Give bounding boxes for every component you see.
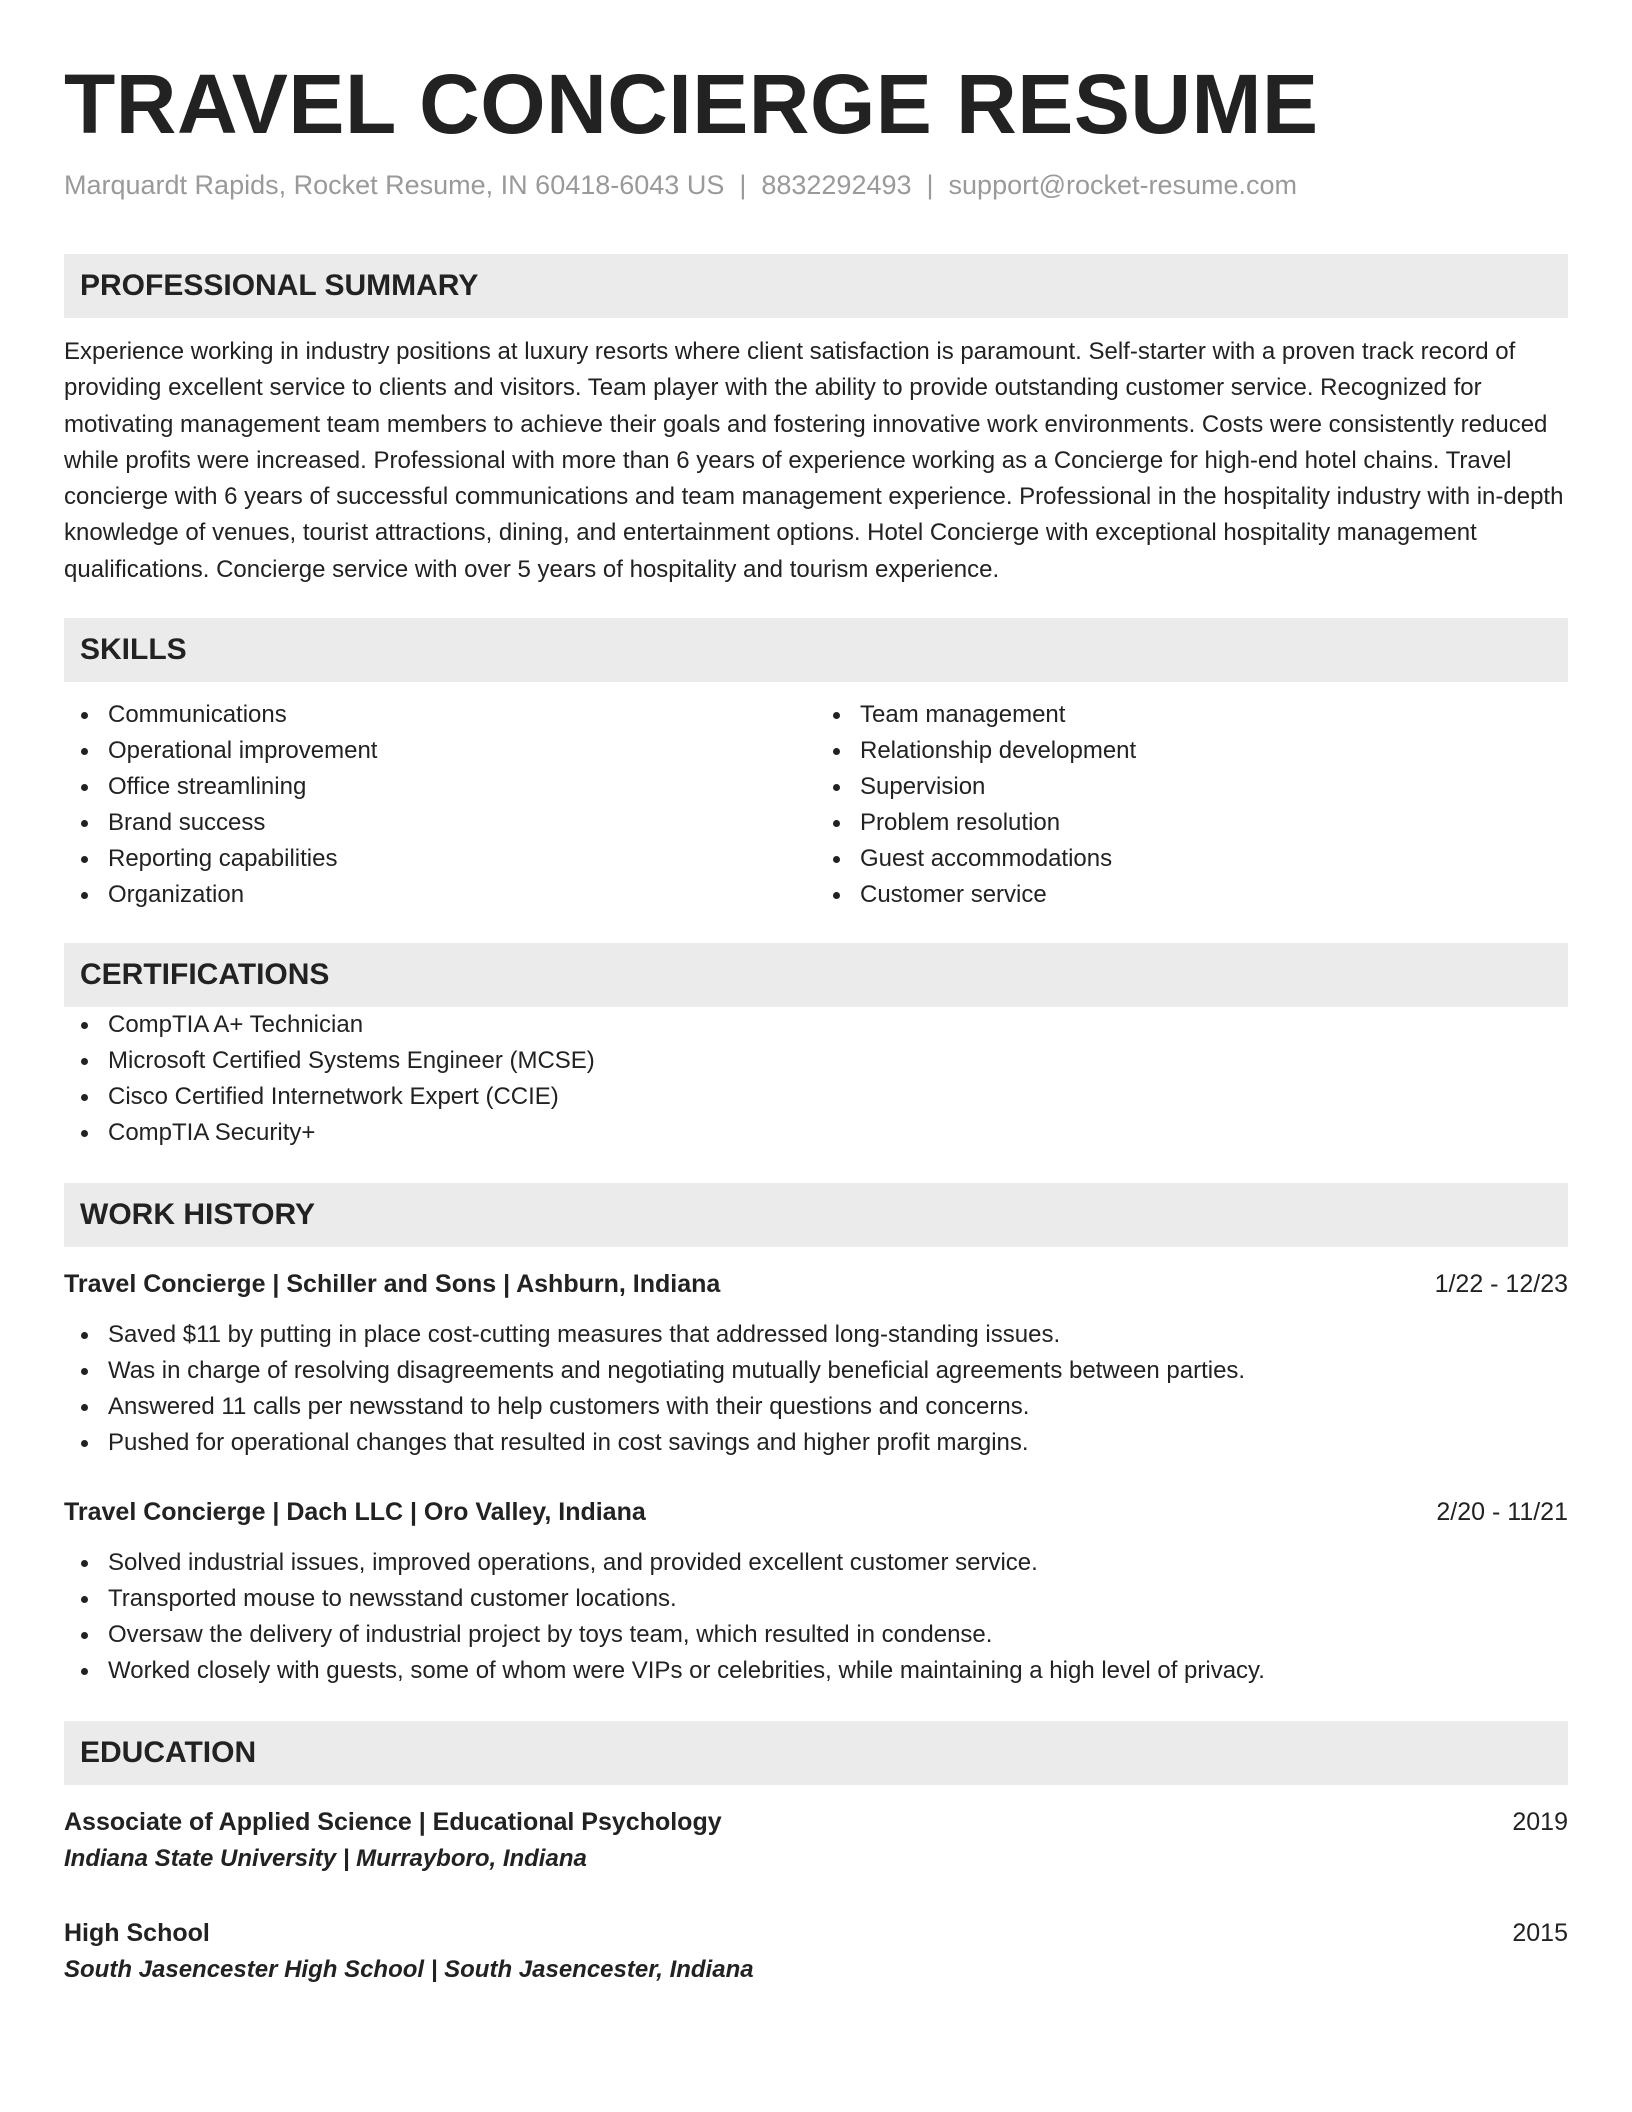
- certification-item: CompTIA A+ Technician: [64, 1007, 1568, 1043]
- education-year: 2019: [1512, 1808, 1568, 1837]
- job-bullet: Answered 11 calls per newsstand to help customers with their questions and concerns.: [64, 1389, 1568, 1425]
- contact-email: support@rocket-resume.com: [948, 170, 1298, 200]
- work-history-heading: WORK HISTORY: [64, 1183, 1568, 1247]
- education-header: [64, 1916, 1568, 1950]
- education-year: 2015: [1512, 1919, 1568, 1948]
- job-header: [64, 1267, 1568, 1301]
- education-school: Indiana State University | Murrayboro, Indiana: [64, 1845, 587, 1873]
- job-bullet: Was in charge of resolving disagreements and negotiating mutually beneficial agreements between parties.: [64, 1353, 1568, 1389]
- education-heading: EDUCATION: [64, 1721, 1568, 1785]
- certifications-list: [64, 1007, 1568, 1151]
- job-dates: 1/22 - 12/23: [1434, 1270, 1568, 1299]
- education-header: [64, 1805, 1568, 1839]
- education-school: South Jasencester High School | South Jasencester, Indiana: [64, 1956, 754, 1984]
- job-dates: 2/20 - 11/21: [1436, 1498, 1568, 1527]
- job-bullets: [64, 1317, 1568, 1461]
- job-header: [64, 1495, 1568, 1529]
- education-degree: High School: [64, 1919, 210, 1948]
- skills-list-left: [64, 697, 816, 913]
- contact-phone: 8832292493: [761, 170, 912, 200]
- contact-separator: |: [926, 170, 934, 200]
- job-bullet: Saved $11 by putting in place cost-cutting measures that addressed long-standing issues.: [64, 1317, 1568, 1353]
- skills-column-left: [64, 697, 816, 913]
- certification-item: Cisco Certified Internetwork Expert (CCIE): [64, 1079, 1568, 1115]
- job-bullet: Oversaw the delivery of industrial project by toys team, which resulted in condense.: [64, 1617, 1568, 1653]
- skill-item: Team management: [816, 697, 1568, 733]
- contact-address: Marquardt Rapids, Rocket Resume, IN 60418-6043 US: [64, 170, 725, 200]
- skills-heading: SKILLS: [64, 618, 1568, 682]
- job-bullet: Pushed for operational changes that resulted in cost savings and higher profit margins.: [64, 1425, 1568, 1461]
- summary-heading: PROFESSIONAL SUMMARY: [64, 254, 1568, 318]
- job-title: Travel Concierge | Dach LLC | Oro Valley, Indiana: [64, 1498, 646, 1527]
- contact-separator: |: [739, 170, 747, 200]
- skills-list-right: [816, 697, 1568, 913]
- education-entry: [64, 1916, 1568, 1987]
- skill-item: Operational improvement: [64, 733, 816, 769]
- skill-item: Organization: [64, 877, 816, 913]
- skill-item: Communications: [64, 697, 816, 733]
- job-bullets: [64, 1545, 1568, 1689]
- skill-item: Office streamlining: [64, 769, 816, 805]
- certification-item: Microsoft Certified Systems Engineer (MCSE): [64, 1043, 1568, 1079]
- certification-item: CompTIA Security+: [64, 1115, 1568, 1151]
- job-entry: [64, 1495, 1568, 1689]
- education-entry: [64, 1805, 1568, 1876]
- skill-item: Customer service: [816, 877, 1568, 913]
- skills-grid: [64, 697, 1568, 913]
- job-bullet: Worked closely with guests, some of whom were VIPs or celebrities, while maintaining a high level of privacy.: [64, 1653, 1568, 1689]
- skill-item: Problem resolution: [816, 805, 1568, 841]
- skill-item: Supervision: [816, 769, 1568, 805]
- skills-column-right: [816, 697, 1568, 913]
- job-bullet: Transported mouse to newsstand customer locations.: [64, 1581, 1568, 1617]
- skill-item: Brand success: [64, 805, 816, 841]
- contact-line: [64, 168, 1568, 202]
- summary-text: Experience working in industry positions at luxury resorts where client satisfaction is paramount. Self-starter with a proven track record of providing excellent service to clients and visitors. Team player with the ability to provide outstanding customer service. Recognized for motivating management team members to achieve their goals and fostering innovative work environments. Costs were consistently reduced while profits were increased. Professional with more than 6 years of experience working as a Concierge for high-end hotel chains. Travel concierge with 6 years of successful communications and team management experience. Professional in the hospitality industry with in-depth knowledge of venues, tourist attractions, dining, and entertainment options. Hotel Concierge with exceptional hospitality management qualifications. Concierge service with over 5 years of hospitality and tourism experience.: [64, 338, 1564, 583]
- skill-item: Reporting capabilities: [64, 841, 816, 877]
- skill-item: Guest accommodations: [816, 841, 1568, 877]
- job-title: Travel Concierge | Schiller and Sons | Ashburn, Indiana: [64, 1270, 721, 1299]
- job-bullet: Solved industrial issues, improved operations, and provided excellent customer service.: [64, 1545, 1568, 1581]
- resume-title: TRAVEL CONCIERGE RESUME: [64, 57, 1319, 151]
- job-entry: [64, 1267, 1568, 1461]
- education-degree: Associate of Applied Science | Educational Psychology: [64, 1808, 722, 1837]
- skill-item: Relationship development: [816, 733, 1568, 769]
- certifications-heading: CERTIFICATIONS: [64, 943, 1568, 1007]
